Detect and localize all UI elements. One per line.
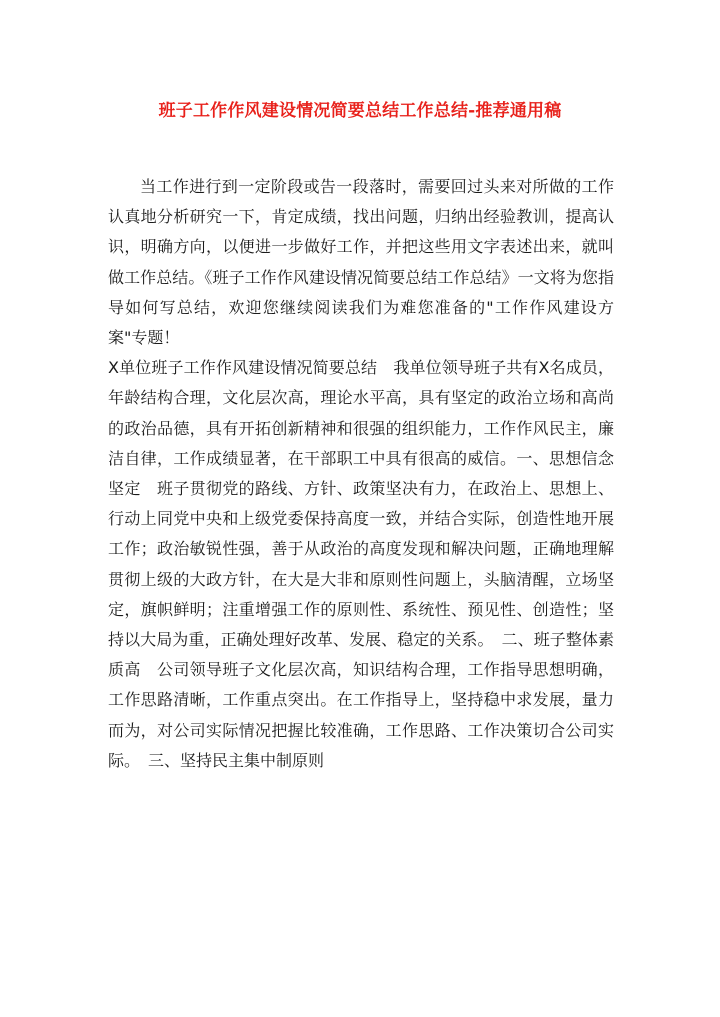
intro-paragraph: 当工作进行到一定阶段或告一段落时，需要回过头来对所做的工作认真地分析研究一下，肯定成绩，找出问题，归纳出经验教训，提高认识，明确方向，以便进一步做好工作，并把这些用文字表述出来，就叫做工作总结。《班子工作作风建设情况简要总结工作总结》一文将为您指导如何写总结，欢迎您继续阅读我们为难您准备的"工作作风建设方案"专题！ [108, 177, 614, 348]
body-paragraph: X单位班子工作作风建设情况简要总结 我单位领导班子共有X名成员，年龄结构合理，文化层次高，理论水平高，具有坚定的政治立场和高尚的政治品德，具有开拓创新精神和很强的组织能力，工作作风民主，廉洁自律，工作成绩显著，在干部职工中具有很高的威信。一、思想信念坚定 班子贯彻党的路线、方针、政策坚决有力，在政治上、思想上、行动上同党中央和上级党委保持高度一致，并结合实际，创造性地开展工作；政治敏锐性强，善于从政治的高度发现和解决问题，正确地理解贯彻上级的大政方针，在大是大非和原则性问题上，头脑清醒，立场坚定，旗帜鲜明；注重增强工作的原则性、系统性、预见性、创造性；坚持以大局为重，正确处理好改革、发展、稳定的关系。 二、班子整体素质高 公司领导班子文化层次高，知识结构合理，工作指导思想明确，工作思路清晰，工作重点突出。在工作指导上，坚持稳中求发展，量力而为，对公司实际情况把握比较准确，工作思路、工作决策切合公司实际。 三、坚持民主集中制原则 [108, 358, 614, 770]
document-title: 班子工作作风建设情况简要总结工作总结-推荐通用稿 [158, 101, 562, 121]
document-body [108, 172, 614, 776]
